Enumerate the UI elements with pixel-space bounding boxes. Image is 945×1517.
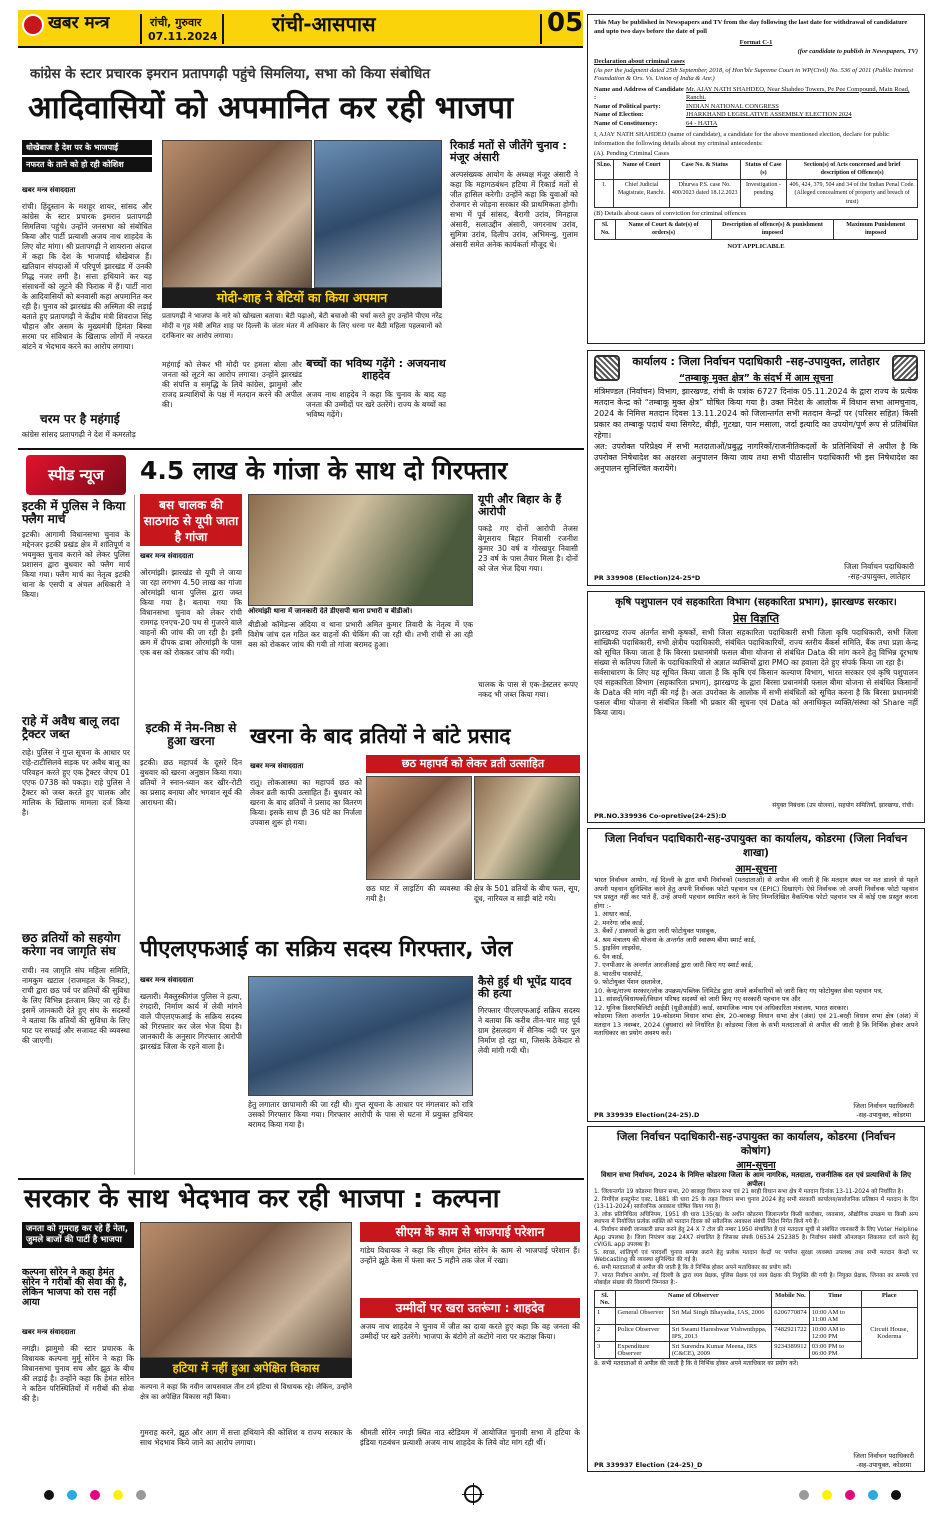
story3-headline: खरना के बाद व्रतियों ने बांटे प्रसाद bbox=[250, 724, 511, 748]
list-item: 3. बैंकों / डाकघरों के द्वारा जारी फोटोयुक्त पासबुक, bbox=[594, 927, 717, 935]
photo-kalpana bbox=[140, 1222, 352, 1358]
story1-photo-caption bbox=[162, 288, 442, 308]
ad5-sign-2: -सह-उपायुक्त, कोडरमा bbox=[856, 1460, 912, 1469]
story1-kicker: कांग्रेस के स्टार प्रचारक इमरान प्रतापगढ़ी पहुंचे सिमलिया, सभा को किया संबोधित bbox=[30, 66, 431, 82]
td: 406, 424, 379, 504 and 34 of the Indian Penal Code. (Alleged concealment of property and breach of trust) bbox=[787, 179, 918, 208]
caption-text: हटिया में नहीं हुआ अपेक्षित विकास bbox=[172, 1361, 320, 1375]
story5-photo-caption bbox=[140, 1358, 352, 1378]
ad4-sign-1: जिला निर्वाचन पदाधिकारी bbox=[853, 1102, 914, 1110]
story2-side-body: पकड़े गए दोनों आरोपी तेजस बेगूसराय बिहार निवासी रजनीश कुमार 30 वर्ष व गोरखपुर निवासी 23 वर्ष के पास तैयार मिला है। दोनों को जेल भेज दिया गया। bbox=[478, 524, 578, 573]
story5-red-body: अजय नाथ शाहदेव ने चुनाव में जीत का दावा करते हुए कहा कि वह जनता की उम्मीदों पर खरे उतरेंगे। भाजपा के बंटोगे तो कटोगे नारा पर कटाक्ष किया। bbox=[360, 1322, 580, 1341]
ad1-election-label: Name of Election: bbox=[594, 111, 644, 118]
td: 03:00 PM to 06:00 PM bbox=[809, 1341, 861, 1358]
story1-headline: आदिवासियों को अपमानित कर रही भाजपा bbox=[28, 90, 514, 126]
divider bbox=[18, 448, 584, 450]
story3-body: रातू। लोकआस्था का महापर्व छठ को लेकर व्रती काफी उत्साहित हैं। बुधवार को खरना के बाद व्रतियों ने प्रसाद का वितरण किया। इसके साथ ही 36 घंटे का निर्जला उपवास शुरू हो गया। bbox=[250, 778, 362, 827]
td: 1 bbox=[595, 1307, 616, 1324]
td: 6206770874 bbox=[772, 1307, 810, 1324]
story5-pull: कल्पना सोरेन ने कहा हेमंत सोरेन ने गरीबों की सेवा की है, लेकिन भाजपा को रास नहीं आया bbox=[22, 1267, 128, 1308]
ad3-pr: PR.NO.339936 Co-opretive(24-25):D bbox=[594, 812, 727, 820]
speed-news-badge bbox=[26, 455, 126, 495]
story1-col2: महंगाई को लेकर भी मोदी पर हमला बोला और जनता को लूटने का आरोप लगाया। उन्होंने झारखंड की संपत्ति व समृद्धि के लिये कांग्रेस, झामुमो और राजद प्रत्याशियों के पक्ष में मतदान करने की अपील की। bbox=[162, 360, 302, 409]
ad1-party-val: INDIAN NATIONAL CONGRESS bbox=[686, 102, 779, 110]
ad5-title: जिला निर्वाचन पदाधिकारी-सह-उपायुक्त का कार्यालय, कोडरमा (निर्वाचन कोषांग) bbox=[616, 1131, 896, 1157]
story1-body: रांची। हिंदुस्तान के मशहूर शायर, सांसद और कांग्रेस के स्टार प्रचारक इमरान प्रतापगढ़ी सिमलिया पहुंचे। उन्होंने जनसभा को संबोधित किया और पार्टी प्रत्याशी अजय नाथ शाहदेव के लिए वोट मांगा। श्री प्रतापगढ़ी ने शायराना अंदाज में कहा कि देश के भाजपाई धोखेबाज हैं। खतियान संपदाओं में परिपूर्ण झारखंड में उनकी गिद्ध नजर लगी है। सत्ता हथियाने कर यह संसाधनों को लूटने की फिराक में हैं। पार्टी नारा के आदिवासियों को बनवासी कहा अपमानित कर रही है। चुनाव को झारखंड की अस्मिता की लड़ाई बताते हुए प्रतापगढ़ी ने केंद्रीय मंत्री शिवराज सिंह चौहान और असम के मुख्यमंत्री हिमंता बिस्वा सरमा पर संविधान के खिलाफ लोगों में नफरत बांटने व भेदभाव करने का आरोप लगाया। bbox=[22, 202, 152, 351]
masthead-city-day: रांची, गुरुवार bbox=[150, 16, 202, 29]
story4-byline: खबर मन्त्र संवाददाता bbox=[140, 976, 194, 984]
td: Chief Judicial Magistrate, Ranchi. bbox=[614, 179, 669, 208]
td: Circuit House, Koderma bbox=[861, 1307, 918, 1358]
ad4-outro: कोडरमा जिला अन्तर्गत 19-कोडरमा विधान सभा क्षेत्र, 20-बरकट्ठा विधान सभा क्षेत्र (अंश) एवं 21-बरही विधान सभा क्षेत्र (अंश) में मतदान 13 नवम्बर, 2024 (बुधवार) को निर्धारित है। कोडरमा जिला के सभी मतदाताओं से अपील की जाती है कि निर्भिक होकर अपने मताधिकार का प्रयोग अवश्य करें। bbox=[594, 1012, 918, 1037]
color-dots-left bbox=[40, 1485, 150, 1504]
th: Sl. No. bbox=[595, 1290, 616, 1307]
ad1-intro: This May be published in Newspapers and TV from the day following the last date for withdrawal of candidature and upto two days before the date of poll bbox=[594, 19, 908, 35]
story3-red: छठ महापर्व को लेकर व्रती उत्साहित bbox=[366, 755, 580, 773]
ad-criminal-declaration bbox=[587, 14, 925, 344]
dot-yellow bbox=[113, 1490, 123, 1500]
ad1-not-applicable: NOT APPLICABLE bbox=[727, 242, 785, 250]
list-item: 11. सांसदों/विधायकों/विधान परिषद सदस्यों को जारी किए गए सरकारी पहचान पत्र और bbox=[594, 995, 801, 1003]
list-item: 9. फोटोयुक्त पेंशन दस्तावेज, bbox=[594, 978, 663, 986]
ad3-body2: सर्वसाधारण के लिए यह सूचित किया जाता है कि कृषि एवं किसान कल्याण विभाग, भारत सरकार एवं कृषि पशुपालन एवं सहकारिता विभाग (सहकारिता प्रभाग), झारखण्ड के द्वारा बिरसा प्रधानमंत्री फसल बीमा योजना से संबंधित किसानों के Data की मांग नहीं की गई है। अतः उपरोक्त के आलोक में सभी संबंधितों को सूचित करना है कि बिरसा प्रधानमंत्री फसल बीमा योजना से संबंधित किसी भी प्रकार की सूचना एवं Data को अनाधिकृत व्यक्ति/संस्था को Share नहीं किया जाय। bbox=[594, 668, 918, 717]
ad-cooperative bbox=[587, 591, 925, 823]
divider bbox=[18, 1178, 584, 1180]
story2-side-head: यूपी और बिहार के हैं आरोपी bbox=[478, 493, 562, 518]
list-item: 4. श्रम मंत्रालय की योजना के अन्तर्गत जारी स्वास्थ्य बीमा स्मार्ट कार्ड, bbox=[594, 935, 756, 944]
ad3-title: कृषि पशुपालन एवं सहकारिता विभाग (सहकारिता प्रभाग), झारखण्ड सरकार। bbox=[615, 597, 897, 608]
left-h2: राहे में अवैध बालू लदा ट्रैक्टर जब्त bbox=[22, 714, 120, 741]
photo-plfi bbox=[248, 976, 473, 1096]
pending-cases-table bbox=[594, 159, 918, 209]
list-item: 2. निर्गोऐल इन्स्ट्रुमेन्ट एक्ट, 1881 की धारा 25 के तहत विधान सभा चुनाव 2024 हेतु सभी सरकारी कार्यालय/सार्वजनिक प्रतिष्ठान में मतदान के दिन (13-11-2024) सार्वजनिक अवकाश घोषित किया गया है। bbox=[594, 1196, 918, 1211]
dot-black bbox=[44, 1490, 54, 1500]
ad-koderma-election bbox=[587, 1126, 925, 1472]
story4-col2: हेतु लगातार छापामारी की जा रही थी। गुप्त सूचना के आधार पर मंगलवार को रात्रि उसको गिरफ्तार किया गया। गिरफ्तार आरोपी के पास से घटना में प्रयुक्त हथियार बरामद किया गया है। bbox=[248, 1100, 473, 1129]
th: Description of offence(s) & punishment imposed bbox=[711, 219, 834, 239]
ad1-party-row bbox=[594, 103, 918, 112]
logo-badge bbox=[22, 14, 44, 36]
story1-box-body: अजय नाथ शाहदेव ने कहा कि चुनाव के बाद यह जनता की उम्मीदों पर खरे उतरेंगे। राज्य के बच्चों का भविष्य गढ़ेंगे। bbox=[306, 390, 446, 419]
ad1-party-label: Name of Political party: bbox=[594, 102, 661, 110]
epic-list bbox=[594, 910, 918, 1012]
ad4-sub: आम-सूचना bbox=[735, 864, 777, 875]
td: Sri Mal Singh Bhayadia, IAS, 2006 bbox=[669, 1307, 771, 1324]
ad5-sign-1: जिला निर्वाचन पदाधिकारी bbox=[853, 1452, 914, 1460]
photo-imran bbox=[162, 140, 312, 288]
bullet-item: धोखेबाज है देश पर के भाजपाई bbox=[22, 140, 152, 155]
masthead-divider-3 bbox=[540, 14, 542, 44]
th: Sl. No. bbox=[595, 219, 616, 239]
photo-ganja bbox=[248, 494, 473, 606]
td: 10:00 AM to 12:00 PM bbox=[809, 1324, 861, 1341]
ad1-section-b: (B) Details about cases of conviction for criminal offences bbox=[594, 210, 747, 217]
td: Expenditure Observer bbox=[615, 1341, 669, 1358]
td: 7482921722 bbox=[772, 1324, 810, 1341]
story1-side-head: रिकार्ड मतों से जीतेंगे चुनाव : मंजूर अंसारी bbox=[450, 139, 567, 164]
conviction-table bbox=[594, 219, 918, 240]
list-item: 10. केन्द्र/राज्य सरकार/लोक उपक्रम/पब्लिक लिमिटेड द्वारा अपने कर्मचारियों को जारी किए गए फोटोयुक्त सेवा पहचान पत्र, bbox=[594, 986, 884, 995]
ad4-sign bbox=[853, 1102, 914, 1119]
ad1-for-cand: (for candidate to publish in Newspapers, TV) bbox=[797, 47, 918, 55]
th: Mobile No. bbox=[772, 1290, 810, 1307]
list-item: 7. एनपीआर के अन्तर्गत आरजीआई द्वारा जारी किए गए स्मार्ट कार्ड, bbox=[594, 961, 754, 969]
ad5-intro: विधान सभा निर्वाचन, 2024 के निमित्त कोडरमा जिला के आम नागरिक, मतदाता, राजनीतिक दल एवं प्रत्याशियों के लिए अपील। bbox=[600, 1171, 912, 1188]
story5-col2: गुमराह करने, झूठ और आग में सत्ता हथियाने की कोशिश व राज्य सरकार के साथ भेदभाव किये जाने का आरोप लगाया। bbox=[140, 1428, 352, 1447]
ad1-const-val: 64 - HATIA bbox=[686, 119, 718, 127]
th: Place bbox=[861, 1290, 918, 1307]
td: 2 bbox=[595, 1324, 616, 1341]
dot-cyan bbox=[868, 1490, 878, 1500]
story4-headline: पीएलएफआई का सक्रिय सदस्य गिरफ्तार, जेल bbox=[140, 937, 513, 962]
story5-cm-body: गांडेय विधायक ने कहा कि सीएम हेमंत सोरेन के काम से भाजपाई परेशान हैं। उन्होंने झूठे केस में फंसा कर 5 महीने तक जेल में रखा। bbox=[360, 1246, 580, 1265]
story2-col2: बीडीओ कॉमेडन्स अंदिया व थाना प्रभारी अमित कुमार तिवारी के नेतृत्व में एक विशेष जांच दल गठित कर वाहनों की चेकिंग की जा रही थी। तभी रांची से आ रही बस को रोककर जांच की गयी तो गांजा बरामद हुआ। bbox=[248, 620, 473, 649]
ad1-election-val: JHARKHAND LEGISLATIVE ASSEMBLY ELECTION 2024 bbox=[686, 111, 852, 118]
ad5-sub: आम-सूचना bbox=[736, 1160, 776, 1171]
story5-body: नगड़ी। झामुमो की स्टार प्रचारक के विधायक कल्पना मुर्मू सोरेन ने कहा कि विधानसभा चुनाव सच और झूठ के बीच की लड़ाई है। उन्होंने कहा कि हेमंत सोरेन ने कठिन परिस्थितियों में गरीबों की सेवा की है। bbox=[22, 1344, 134, 1403]
left-b1: इटकी। आगामी विधानसभा चुनाव के मद्देनजर इटकी प्रखंड क्षेत्र में शांतिपूर्ण व भयमुक्त चुनाव कराने को लेकर पुलिस प्रशासन द्वारा बुधवार को फ्लैग मार्च किया गया। फ्लैग मार्च का नेतृत्व इटकी थाना के एसपी व अंचल अधिकारी ने किया। bbox=[22, 530, 130, 599]
list-item: 3. लोक प्रतिनिधित्व अधिनियम, 1951 की धारा 135(ख) के अधीन कोडरमा जिलान्तर्गत किसी कारोबार, व्यवसाय, औद्योगिक उपक्रम या किसी अन्य स्थापना में नियोजित प्रत्येक व्यक्ति को मतदान दिवस को सवैतनिक अवकाश संबंधी निदेश निर्गत किये गये हैं। bbox=[594, 1211, 918, 1226]
caption-text: मोदी-शाह ने बेटियों का किया अपमान bbox=[216, 290, 388, 305]
story2-headline: 4.5 लाख के गांजा के साथ दो गिरफ्तार bbox=[140, 456, 508, 485]
ad-koderma-epic bbox=[587, 828, 925, 1122]
td: Sri Surendra Kumar Meena, IRS (C&CE), 2009 bbox=[669, 1341, 771, 1358]
table-row bbox=[595, 1307, 918, 1324]
list-item: 4. निर्वाचन संबंधी जानकारी प्राप्त करने हेतु 24 X 7 टोल फ्री नम्बर 1950 संचालित है एवं मतदाता सूची से संबंधित जानकारी के लिए Voter Helpline App उपलब्ध है। जिला नियंत्रण कक्ष 24X7 संचालित है जिसका संपर्क 06534 252385 है। निर्वाचन संबंधी ऑनलाइन शिकायत दर्ज करने हेतु cVIGIL app उपलब्ध है। bbox=[594, 1226, 918, 1249]
ad2-sign bbox=[844, 562, 914, 582]
table-row bbox=[595, 179, 918, 208]
ad1-stmt: I, AJAY NATH SHAHDEO (name of candidate), a candidate for the above mentioned election, declare for public information the following details about my criminal antecedents: bbox=[594, 131, 889, 147]
table-header-row bbox=[595, 159, 918, 179]
badge-text: स्पीड न्यूज bbox=[48, 466, 104, 484]
ad1-format: Format C-1 bbox=[739, 39, 773, 46]
story3-caption-1: छठ घाट में लाइटिंग की व्यवस्था की गयी है। bbox=[366, 884, 472, 903]
ad2-body2: अत: उपरोक्त परिप्रेक्ष्य में सभी मतदाताओं/प्रबुद्ध नागरिकों/राजनीतिकदलों के प्रतिनिधियों से अपील है कि उपरोक्त निषेधादेश का अक्षरशः अनुपालन किया जाय तथा सभी पीठासीन पदाधिकारी भी इस निषेधादेश का अनुपालन सुनिश्चित करायेंगे। bbox=[594, 442, 918, 473]
story4-side-head: कैसे हुई थी भूपेंद्र यादव की हत्या bbox=[478, 975, 572, 1000]
td: 9234389912 bbox=[772, 1341, 810, 1358]
td: General Observer bbox=[615, 1307, 669, 1324]
ad1-decl: Declaration about criminal cases bbox=[594, 58, 685, 65]
th: Section(s) of Acts concerned and brief description of Offence(s) bbox=[787, 159, 918, 179]
observer-table bbox=[594, 1290, 918, 1359]
left-b2: राहे। पुलिस ने गुप्त सूचना के आधार पर राहे-टाटीसिलवे सड़क पर अवैध बालू का परिवहन करते हुए एक ट्रैक्टर जेएच 01 एएफ 0738 को पकड़ा। राहे पुलिस ने ट्रैक्टर को जब्त करते हुए चालक और मालिक के खिलाफ मामला दर्ज किया है। bbox=[22, 748, 130, 817]
th: Name of Court & date(s) of orders(s) bbox=[616, 219, 711, 239]
story5-bullet: जनता को गुमराह कर रहे हैं नेता, जुमले बाजों की पार्टी है भाजपा bbox=[22, 1222, 134, 1248]
table-header-row bbox=[595, 1290, 918, 1307]
td: Police Observer bbox=[615, 1324, 669, 1341]
ad2-sub: “तम्बाकू मुक्त क्षेत्र” के संदर्भ में आम सूचना bbox=[678, 373, 834, 384]
ad5-list bbox=[594, 1189, 918, 1288]
dot-grey bbox=[799, 1490, 809, 1500]
list-item: 6. सभी मतदाताओं से अपील की जाती है कि वे निर्भिक होकर अपने मताधिकार का प्रयोग करें। bbox=[594, 1264, 792, 1271]
photo-chhath-1 bbox=[366, 776, 472, 880]
story5-col3: श्रीमती सोरेन नगड़ी स्थित नाउ स्टेडियम में आयोजित चुनावी सभा में हटिया के इंडिया गठबंधन प्रत्याशी अजय नाथ शाहदेव के लिये वोट मांग रही थीं। bbox=[360, 1428, 580, 1447]
ad5-outro: 8. सभी मतदाताओं से अपील की जाती है कि वे निर्भिक होकर अपने मताधिकार का प्रयोग करें। bbox=[594, 1359, 799, 1367]
td: Sri Swami Hareshwar Vishwnthppa, IPS, 2013 bbox=[669, 1324, 771, 1341]
td: 10:00 AM to 11:00 AM bbox=[809, 1307, 861, 1324]
story2-redbox: बस चालक की साठगांठ से यूपी जाता है गांजा bbox=[140, 494, 242, 546]
dot-cyan bbox=[67, 1490, 77, 1500]
story1-subbody: कांग्रेस सांसद प्रतापगढ़ी ने देश में कमरतोड़ bbox=[22, 430, 136, 439]
list-item: 1. जिलान्तर्गत 19 कोडरमा विधान सभा, 20 बरकट्ठा विधान सभा एवं 21 बरही विधान सभा क्षेत्र में मतदान दिनांक 13-11-2024 को निर्धारित है। bbox=[594, 1189, 904, 1195]
list-item: 1. आधार कार्ड, bbox=[594, 910, 632, 918]
th: Name of Court bbox=[614, 159, 669, 179]
masthead-divider-2 bbox=[222, 14, 224, 44]
page-number: 05 bbox=[547, 8, 584, 38]
story1-box-head: बच्चों का भविष्य गढ़ेंगे : अजयनाथ शाहदेव bbox=[306, 357, 446, 382]
list-item: 8. भारतीय पासपोर्ट, bbox=[594, 969, 643, 978]
ad3-sign: संयुक्त निबंधक (उप योजना), सहयोग समितियाँ, झारखण्ड, रांची। bbox=[772, 802, 914, 809]
ad5-pr: PR 339937 Election (24-25)_D bbox=[594, 1461, 703, 1469]
masthead-date: 07.11.2024 bbox=[148, 30, 218, 43]
dot-magenta bbox=[90, 1490, 100, 1500]
story5-caption-body: कल्पना ने कहा कि नवीन जायसवाल तीन टर्म हटिया से विधायक रहे। लेकिन, उन्होंने क्षेत्र का अपेक्षित विकास नहीं किया। bbox=[140, 1383, 352, 1401]
photo-ajay bbox=[314, 140, 442, 288]
ad2-body: मंत्रिमण्डल (निर्वाचन) विभाग, झारखण्ड, रांची के पत्रांक 6727 दिनांक 05.11.2024 के द्वारा राज्य के प्रत्येक मतदान केन्द्र को “तम्बाकू मुक्त क्षेत्र” घोषित किया गया है। उक्त निदेश के आलोक में विधान सभा आमचुनाव, 2024 के निमित्त मतदान दिवस 13.11.2024 को जिलान्तर्गत सभी मतदान केन्द्रों पर (परिसर सहित) किसी प्रकार का तम्बाकू पदार्थ यथा सिगरेट, बीड़ी, गुटखा, पान मसाला, जर्दा इत्यादि का उपयोग/पूर्ण रूप से प्रतिबंधित रहेगा। bbox=[594, 387, 918, 440]
photo-chhath-2 bbox=[474, 776, 580, 880]
th: Case No. & Status bbox=[669, 159, 740, 179]
story1-byline: खबर मन्त्र संवाददाता bbox=[22, 186, 76, 194]
story1-side-body: अल्पसंख्यक आयोग के अध्यक्ष मंजूर अंसारी ने कहा कि महागठबंधन हटिया में रिकार्ड मतों से जीत हासिल करेगी। उन्होंने कहा कि युवाओं को रोजगार से जोड़ना सरकार की प्राथमिकता होगी। सभा में पूर्व सांसद, बैरागी उरांव, मिनहाज अंसारी, सलाउद्दीन अंसारी, जगरनाथ उरांव, सुमित्रा उरांव, दिलीप उरांव, अभिमन्यु, गुलाम अंसारी समेत अनेक कार्यकर्ता मौजूद थे। bbox=[450, 170, 578, 249]
dot-magenta bbox=[845, 1490, 855, 1500]
color-dots-right bbox=[795, 1485, 905, 1504]
ad5-sign bbox=[853, 1452, 914, 1469]
ad1-per: (As per the judgment dated 25th September, 2018, of Hon'ble Supreme Court in WP(Civil) No. 536 of 2011 (Public Interest Foundation & Ors. Vs. Union of India & Anr.) bbox=[594, 66, 914, 82]
th: Status of Case (s) bbox=[740, 159, 787, 179]
td: Dhurwa P.S. case No. 400/2023 dated 18.12.2023 bbox=[669, 179, 740, 208]
ad2-sign-1: जिला निर्वाचन पदाधिकारी bbox=[844, 562, 914, 571]
list-item: 5. स्वच्छ, शांतिपूर्ण एवं पारदर्शी चुनाव सम्पन्न कराने हेतु प्रत्येक मतदान केन्द्रों पर पर्याप्त सुरक्षा व्यवस्था उपलब्ध तथा सभी मतदान केन्द्रों पर Webcasting की व्यवस्था सुनिश्चित की गई है। bbox=[594, 1249, 918, 1264]
itki-head: इटकी में नेम-निष्ठा से हुआ खरना bbox=[145, 721, 237, 748]
ad1-const-label: Name of Constituency: bbox=[594, 119, 658, 127]
dot-grey bbox=[136, 1490, 146, 1500]
left-h3: छठ व्रतियों को सहयोग करेगा नव जागृति संघ bbox=[22, 931, 121, 958]
itki-body: इटकी। छठ महापर्व के दूसरे दिन बुधवार को खरना अनुष्ठान किया गया। व्रतियों ने स्नान-ध्यान कर खीर-रोटी का प्रसाद बनाया और भगवान सूर्य की आराधना की। bbox=[140, 758, 242, 807]
ad-latehar bbox=[587, 350, 925, 586]
list-item: 12. यूनिक डिसएबिलिटी आईडी (यूडीआईडी) कार्ड, सामाजिक न्याय एवं अधिकारिता मंत्रालय, भारत सरकार। bbox=[594, 1003, 849, 1012]
story1-mid-body: प्रतापगढ़ी ने भाजपा के नारे को खोखला बताया। बेटी पढ़ाओ, बेटी बचाओ की चर्चा करते हुए उन्होंने पीएम नरेंद्र मोदी व गृह मंत्री अमित शाह पर दिल्ली के जंतर मंतर में अधिकार के लिए धरना पर बैठी महिला पहलवानों को दरकिनार का आरोप लगाया। bbox=[162, 312, 442, 340]
masthead-logo: खबर मन्त्र bbox=[48, 13, 110, 33]
bullet-item: नफरत के ताने को हो रही कोशिश bbox=[22, 157, 152, 172]
dot-yellow bbox=[822, 1490, 832, 1500]
story3-byline: खबर मन्त्र संवाददाता bbox=[250, 762, 304, 770]
masthead-divider bbox=[140, 14, 142, 44]
emblem-right bbox=[892, 355, 918, 381]
ad4-pr: PR 339939 Election(24-25).D bbox=[594, 1111, 700, 1119]
ad1-name-row bbox=[594, 86, 918, 103]
td: 1. bbox=[595, 179, 614, 208]
ad2-title: कार्यालय : जिला निर्वाचन पदाधिकारी -सह-उपायुक्त, लातेहार bbox=[632, 355, 880, 368]
story2-body: ओरमांझी। झारखंड से यूपी ले जाया जा रहा लगभग 4.50 लाख का गांजा ओरमांझी थाना पुलिस द्वारा जब्त किया गया है। बताया गया कि विधानसभा चुनाव को लेकर रांची रामगढ़ एनएच-20 पथ से गुजरने वाले वाहनों की जांच की जा रही है। इसी क्रम में दीपक ढाबा ओरमांझी के पास एक बस को रोककर जांच की गयी। bbox=[140, 568, 242, 657]
story4-side-body: गिरफ्तार पीएलएफआई सक्रिय सदस्य ने बताया कि करीब तीन-चार माह पूर्व ग्राम हेसलदाग में सैनिक नदी पर पुल निर्माण हो रहा था, जिसके ठेकेदार से लेवी मांगी गयी थी। bbox=[478, 1006, 580, 1055]
story2-byline: खबर मन्त्र संवाददाता bbox=[140, 552, 194, 560]
story2-photo-caption: ओरमांझी थाना में जानकारी देते डीएसपी थाना प्रभारी व बीडीओ। bbox=[248, 607, 413, 615]
list-item: 6. पैन कार्ड, bbox=[594, 952, 624, 961]
list-item: 7. भारत निर्वाचन आयोग, नई दिल्ली के द्वारा व्यय प्रेक्षक, पुलिस प्रेक्षक एवं व्यय प्रेक्षक की नियुक्ति की गयी है। नियुक्त प्रेक्षक, जिनका का सम्पर्क एवं मोबाईल संख्या की विवरणी निम्नवत है:- bbox=[594, 1272, 918, 1287]
ad4-sign-2: -सह-उपायुक्त, कोडरमा bbox=[856, 1110, 912, 1119]
story4-body: खलारी। मैक्लुस्कीगंज पुलिस ने हत्या, रंगदारी, निर्माण कार्य में लेवी मांगने वाले पीएलएफआई के सक्रिय सदस्य को गिरफ्तार कर जेल भेज दिया है। जानकारी के अनुसार गिरफ्तार आरोपी झारखंड जिला के रहने वाला है। bbox=[140, 992, 242, 1051]
list-item: 2. मनरेगा जॉब कार्ड, bbox=[594, 918, 645, 927]
footer-color-bar bbox=[40, 1482, 905, 1506]
ad3-sub: प्रेस विज्ञप्ति bbox=[732, 612, 780, 625]
story2-col3: चालक के पास से एक-डेस्टलर रूपए नकद भी जब्त किया गया। bbox=[478, 680, 578, 699]
ad2-pr: PR 339908 (Election)24-25*D bbox=[594, 574, 701, 582]
list-item: 5. ड्राइविंग लाइसेंस, bbox=[594, 944, 642, 952]
story5-byline: खबर मन्त्र संवाददाता bbox=[22, 1328, 76, 1336]
story1-subhead: चरम पर है महंगाई bbox=[40, 412, 120, 426]
masthead-section: रांची-आसपास bbox=[272, 12, 376, 36]
ad1-const-row bbox=[594, 120, 918, 129]
left-h1: इटकी में पुलिस ने किया फ्लैग मार्च bbox=[22, 499, 126, 526]
ad1-name-label: Name and Address of Candidate : bbox=[594, 85, 684, 101]
ad1-election-row bbox=[594, 111, 918, 120]
td: 3 bbox=[595, 1341, 616, 1358]
th: Sl.no. bbox=[595, 159, 614, 179]
ad2-sign-2: -सह-उपायुक्त, लातेहार bbox=[847, 572, 911, 581]
emblem-left bbox=[594, 355, 620, 381]
table-header-row bbox=[595, 219, 918, 239]
story1-bullets bbox=[22, 140, 152, 172]
story5-red-head: उम्मीदों पर खरा उतरूंगा : शाहदेव bbox=[360, 1298, 580, 1318]
story3-caption-2: क्षेत्र के 501 व्रतियों के बीच फल, सूप, दूध, नारियल व साड़ी बांटे गये। bbox=[474, 884, 580, 903]
dot-black bbox=[891, 1490, 901, 1500]
ad3-body: झारखण्ड राज्य अंतर्गत सभी कृषकों, सभी जिला सहकारिता पदाधिकारी सभी जिला कृषि पदाधिकारी, सभी जिला सांख्यिकी पदाधिकारी, सभी क्षेत्रीय पदाधिकारी, संबंधित पदाधिकारियों, राज्य स्तरीय बैंकर्स समिति, बैंक तथा प्रज्ञा केन्द्र को सूचित किया जाता है कि बिरसा प्रधानमंत्री फसल बीमा योजना से संबंधित Data की मांग करने हेतु विभिन्न दूरभाष संख्या से कतिपय जिलों के पदाधिकारियों से अज्ञात व्यक्तियों द्वारा PMO का हवाला देते हुए संपर्क किया जा रहा है। bbox=[594, 628, 918, 667]
ad1-name-val: Mr. AJAY NATH SHAHDEO, Near Shahdeo Towers, Pe Pee Compound, Main Road, Ranchi. bbox=[686, 85, 910, 101]
ad4-intro: भारत निर्वाचन आयोग, नई दिल्ली के द्वारा सभी निर्वाचकों (मतदाताओं) से अपील की जाती है कि मतदान स्थल पर मत डालने से पहले अपनी पहचान सुनिश्चित करने हेतु अपनी निर्वाचक फोटो पहचान पत्र (EPIC) दिखाएंगे। ऐसे निर्वाचक जो अपनी निर्वाचक फोटो पहचान पत्र प्रस्तुत नहीं कर पाते हैं, उन्हें अपनी पहचान स्थापित करने के लिए निम्नलिखित वैकल्पिक फोटो पहचान पत्र में कोई एक प्रस्तुत करना होगा :- bbox=[594, 876, 918, 910]
registration-mark bbox=[464, 1485, 482, 1503]
ad4-title: जिला निर्वाचन पदाधिकारी-सह-उपायुक्त का कार्यालय, कोडरमा (जिला निर्वाचन शाखा) bbox=[604, 833, 908, 859]
story5-cm-head: सीएम के काम से भाजपाई परेशान bbox=[360, 1222, 580, 1242]
ad1-section-a: (A). Pending Criminal Cases bbox=[594, 150, 670, 157]
left-b3: राची। नव जागृति संघ महिला समिति, नामकुम खटाल (राजमहल के निकट), राची द्वारा छठ पर्व पर व्रतियों की सुविधा के लिए विभिन्न इंतजाम किए जा रहे हैं। इसमें जानकारी देते हुए संघ के सदस्यों ने बताया कि व्रतियों की सुविधा के लिए घाट पर सफाई और सजावट की व्यवस्था की जाएगी। bbox=[22, 966, 130, 1045]
story5-headline: सरकार के साथ भेदभाव कर रही भाजपा : कल्पना bbox=[24, 1184, 500, 1214]
th: Time bbox=[809, 1290, 861, 1307]
th: Name of Observer bbox=[615, 1290, 772, 1307]
left-col-rule bbox=[134, 495, 135, 1175]
th: Maximum Punishment imposed bbox=[834, 219, 918, 239]
td: Investigation - pending bbox=[740, 179, 787, 208]
